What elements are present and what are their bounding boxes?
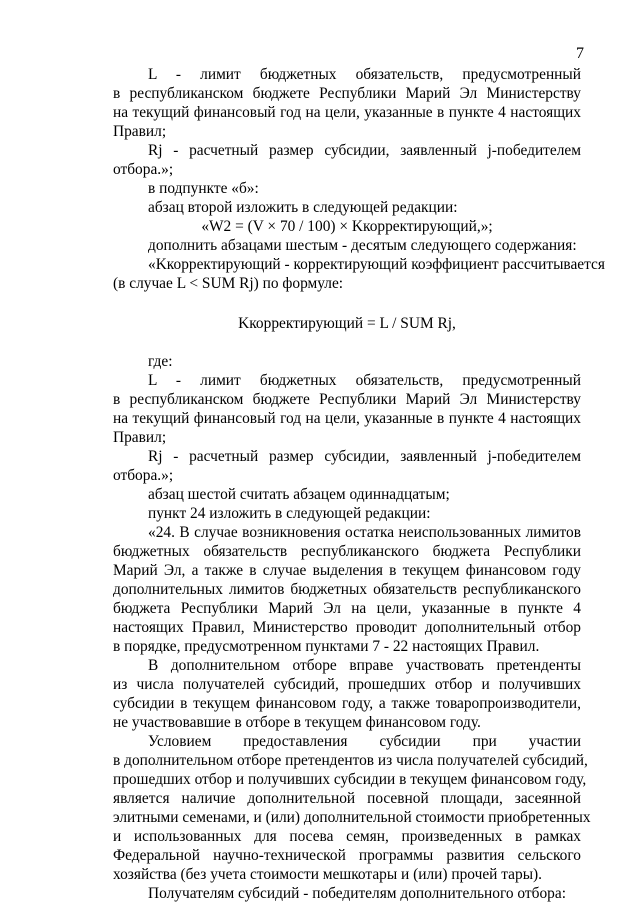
text-line: хозяйства (без учета стоимости мешкотары и (или) прочей тары).	[113, 866, 543, 883]
text-line: (в случае L < SUM Rj) по формуле:	[113, 275, 344, 292]
text-line: на текущий финансовый год на цели, указанные в пункте 4 настоящих	[113, 410, 581, 427]
page-number: 7	[576, 45, 584, 62]
text-line: Правил;	[113, 429, 167, 446]
text-line: пункт 24 изложить в следующей редакции:	[148, 505, 431, 522]
text-line: из числа получателей субсидий, прошедших отбор и получивших	[113, 676, 581, 693]
text-line: Федеральной научно-технической программы развития сельского	[113, 847, 581, 864]
text-line: в дополнительном отборе претендентов из числа получателей субсидий,	[113, 752, 588, 769]
text-line: и использованных для посева семян, произведенных в рамках	[113, 828, 581, 845]
text-line: бюджета Республики Марий Эл на цели, указанные в пункте 4	[113, 600, 581, 617]
text-line: Kкорректирующий = L / SUM Rj,	[238, 315, 456, 332]
text-line: бюджетных обязательств республиканского бюджета Республики	[113, 543, 581, 560]
text-line: в республиканском бюджете Республики Марий Эл Министерству	[113, 85, 581, 102]
text-line: в подпункте «б»:	[148, 180, 259, 197]
text-line: отбора.»;	[113, 161, 174, 178]
text-line: в порядке, предусмотренном пунктами 7 - 22 настоящих Правил.	[113, 638, 540, 655]
text-line: на текущий финансовый год на цели, указанные в пункте 4 настоящих	[113, 104, 581, 121]
text-line: отбора.»;	[113, 467, 174, 484]
text-line: где:	[148, 353, 173, 370]
text-line: Rj - расчетный размер субсидии, заявленный j-победителем	[148, 142, 581, 159]
text-line: абзац шестой считать абзацем одиннадцатым;	[148, 486, 450, 503]
text-line: является наличие дополнительной посевной площади, засеянной	[113, 790, 581, 807]
text-line: «Kкорректирующий - корректирующий коэффициент рассчитывается	[148, 256, 605, 273]
text-line: элитными семенами, и (или) дополнительной стоимости приобретенных	[113, 809, 591, 826]
text-line: «24. В случае возникновения остатка неиспользованных лимитов	[148, 524, 581, 541]
text-line: Марий Эл, а также в случае выделения в текущем финансовом году	[113, 562, 581, 579]
text-line: в республиканском бюджете Республики Марий Эл Министерству	[113, 391, 581, 408]
text-line: В дополнительном отборе вправе участвовать претенденты	[148, 657, 581, 674]
text-line: Условием предоставления субсидии при участии	[148, 733, 581, 750]
text-line: Rj - расчетный размер субсидии, заявленный j-победителем	[148, 448, 581, 465]
text-line: L - лимит бюджетных обязательств, предусмотренный	[148, 66, 581, 83]
text-line: субсидии в текущем финансовом году, а также товаропроизводители,	[113, 695, 581, 712]
text-line: «W2 = (V × 70 / 100) × Kкорректирующий,»;	[201, 218, 493, 235]
text-line: Правил;	[113, 123, 167, 140]
text-line: L - лимит бюджетных обязательств, предусмотренный	[148, 372, 581, 389]
text-line: абзац второй изложить в следующей редакции:	[148, 199, 458, 216]
text-line: не участвовавшие в отборе в текущем финансовом году.	[113, 714, 481, 731]
text-line: дополнить абзацами шестым - десятым следующего содержания:	[148, 237, 577, 254]
text-line: прошедших отбор и получивших субсидии в текущем финансовом году,	[113, 771, 587, 788]
text-line: настоящих Правил, Министерство проводит дополнительный отбор	[113, 619, 581, 636]
text-line: дополнительных лимитов бюджетных обязательств республиканского	[113, 581, 581, 598]
text-line: Получателям субсидий - победителям дополнительного отбора:	[148, 885, 566, 902]
